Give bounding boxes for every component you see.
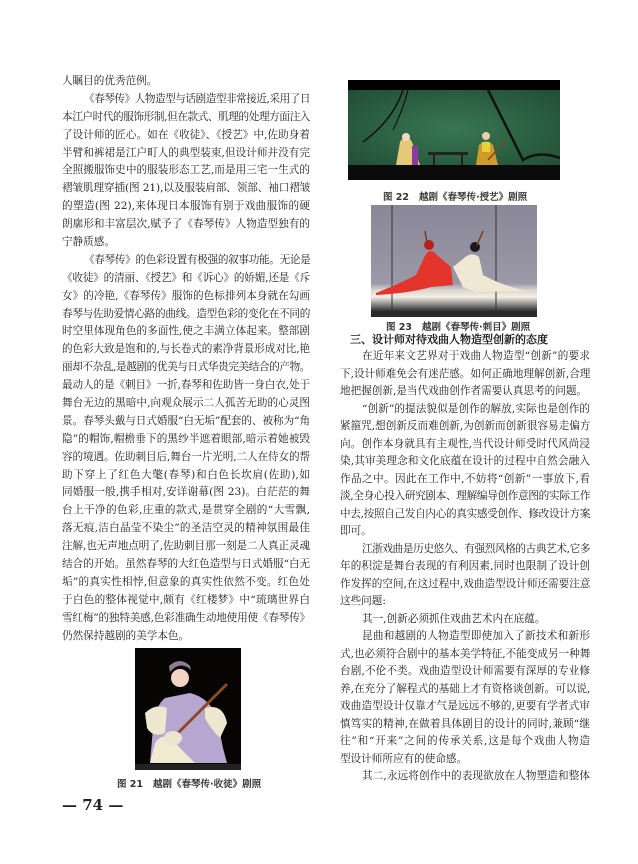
- figure-21-caption: [117, 776, 271, 790]
- text-line: 昆曲和越剧的人物造型即使加入了新技术和新形: [362, 630, 590, 642]
- text-line: 容的境遇。佐助刺目后,舞台一片光明,二人在侍女的帮: [62, 450, 310, 463]
- figure-22-photo: [348, 80, 560, 180]
- page-number: — 74 —: [62, 796, 124, 814]
- text-line: 紧箍咒,想创新反而难创新,为创新而创新很容易走偏方: [340, 420, 591, 432]
- section-heading: 三、设计师对待戏曲人物造型创新的态度: [350, 333, 548, 346]
- text-line: 即可。: [340, 525, 372, 537]
- text-line: 了设计师的匠心。如在《收徒》、《授艺》中,佐助身着: [62, 128, 310, 141]
- figure-21-number: 图 21: [117, 779, 144, 790]
- text-line: 结合的开始。虽然春琴的大红色造型与日式婚服“白无: [62, 558, 310, 571]
- text-line: 朗廓形和丰富层次,赋予了《春琴传》人物造型独有的: [62, 218, 310, 231]
- text-line: 台上干净的色彩,庄重的款式,是贯穿全剧的“大雪飘,: [62, 504, 310, 517]
- text-line: 作发挥的空间,在这过程中,戏曲造型设计师还需要注意: [340, 577, 591, 590]
- text-line: 丽却不杂乱,是越剧的优美与日式华贵完美结合的产物。: [62, 361, 310, 374]
- text-line: 型设计师所应有的使命感。: [340, 752, 468, 765]
- text-line: 其一,创新必须抓住戏曲艺术内在底蕴。: [362, 612, 546, 625]
- text-line: 的色彩大致是饱和的,与长卷式的素净背景形成对比,艳: [62, 343, 310, 356]
- text-line: 《春琴传》人物造型与话剧造型非常接近,采用了日: [84, 92, 310, 105]
- text-line: 半臂和裤裙是江户町人的典型装束,但设计师并没有完: [62, 146, 310, 159]
- text-line: 《春琴传》的色彩设置有极强的叙事功能。无论是: [84, 253, 311, 266]
- text-line: 褶皱肌理穿插(图 21),以及服装肩部、领部、袖口褶皱: [62, 182, 311, 195]
- paragraph: [62, 73, 310, 91]
- text-line: 向。创作本身就具有主观性,当代设计师受时代风尚浸: [340, 437, 590, 450]
- text-line: 的塑造(图 22),来体现日本服饰有别于戏曲服饰的硬: [62, 200, 310, 213]
- text-line: 助下穿上了红色大氅(春琴)和白色长坎肩(佐助),如: [62, 468, 310, 481]
- text-line: 江浙戏曲是历史悠久、有强烈风格的古典艺术,它多: [362, 542, 590, 555]
- paragraph: [62, 91, 310, 252]
- text-line: 于白色的整体视觉中,颇有《红楼梦》中“琉璃世界白: [62, 593, 310, 606]
- text-line: 时空里体现角色的多面性,使之丰满立体起来。整部剧: [62, 325, 310, 338]
- figure-23-photo: [371, 205, 537, 317]
- right-text-column: [340, 348, 590, 786]
- paragraph: [340, 611, 590, 629]
- text-line: 宁静质感。: [62, 236, 115, 249]
- text-line: 下,设计师难免会有迷茫感。如何正确地理解创新,合理: [340, 367, 591, 380]
- paragraph: [62, 252, 310, 646]
- text-line: 中去,按照自己发自内心的真实感受创作、修改设计方案: [340, 507, 591, 520]
- text-line: 慎笃实的精神,在做着具体剧目的设计的同时,兼顾“继: [340, 717, 590, 730]
- text-line: 女》的冷艳,《春琴传》服饰的色标排列本身就在勾画: [62, 289, 310, 302]
- text-line: 最动人的是《刺目》一折,春琴和佐助皆一身白衣,处于: [62, 379, 310, 392]
- text-line: 全照搬服饰史中的服装形态工艺,而是用三宅一生式的: [62, 164, 310, 177]
- paragraph: [340, 541, 590, 611]
- text-line: 年的积淀是舞台表现的有利因素,同时也限制了设计创: [340, 560, 590, 572]
- left-text-column: [62, 73, 310, 646]
- figure-23-number: 图 23: [386, 322, 413, 333]
- text-line: 在近年来文艺界对于戏曲人物造型“创新”的要求: [362, 350, 590, 362]
- text-line: 式,也必须符合剧中的基本美学特征,不能变成另一种舞: [340, 647, 591, 660]
- text-line: 《收徒》的清丽、《授艺》和《诉心》的娇媚,还是《斥: [62, 271, 310, 284]
- text-line: 景。春琴头戴与日式婚服“白无垢”配套的、被称为“角: [62, 414, 310, 427]
- text-line: 养,在充分了解程式的基础上才有资格谈创新。可以说,: [340, 682, 591, 695]
- text-line: 人瞩目的优秀范例。: [62, 75, 158, 87]
- text-line: “创新”的提法貌似是创作的解放,实际也是创作的: [362, 402, 590, 415]
- text-line: 注解,也无声地点明了,佐助刺目那一刻是二人真正灵魂: [62, 540, 310, 553]
- text-line: 其二,永远将创作中的表现欲放在人物塑造和整体: [362, 770, 590, 782]
- paragraph: [340, 628, 590, 768]
- text-line: 隐”的帽饰,帽檐垂下的黑纱半遮着眼部,暗示着她被毁: [62, 432, 310, 445]
- text-line: 染,其审美理念和文化底蕴在设计的过程中自然会融入: [340, 455, 590, 467]
- text-line: 春琴与佐助爱情心路的曲线。造型色彩的变化在不同的: [62, 307, 310, 320]
- text-line: 同婚服一般,携手相对,安详谢幕(图 23)。白茫茫的舞: [62, 486, 310, 499]
- paragraph: [340, 348, 590, 401]
- figure-21-title: 越剧《春琴传·收徒》剧照: [153, 779, 262, 790]
- paragraph: [340, 401, 590, 541]
- text-line: 仍然保持越剧的美学本色。: [62, 629, 190, 642]
- text-line: 淡,全身心投入研究剧本、理解编导创作意图的实际工作: [340, 490, 591, 502]
- text-line: 这些问题:: [340, 595, 386, 607]
- paragraph: [340, 768, 590, 786]
- figure-21-photo: [135, 648, 241, 770]
- text-line: 作品之中。因此在工作中,不妨将“创新”一事放下,看: [340, 472, 590, 485]
- text-line: 地把握创新,是当代戏曲创作者需要认真思考的问题。: [340, 385, 588, 397]
- figure-22-caption: [383, 189, 537, 203]
- text-line: 戏曲造型设计仅靠才气是远远不够的,更要有学者式审: [340, 700, 590, 712]
- text-line: 雪红梅”的独特美感,色彩准确生动地使用使《春琴传》: [62, 611, 310, 624]
- text-line: 落无痕,洁白晶莹不染尘”的圣洁空灵的精神氛围最佳: [62, 522, 310, 535]
- figure-22-title: 越剧《春琴传·授艺》剧照: [419, 192, 528, 203]
- text-line: 台剧,不伦不类。戏曲造型设计师需要有深厚的专业修: [340, 665, 590, 677]
- text-line: 往”和“开来”之间的传承关系,这是每个戏曲人物造: [340, 735, 590, 747]
- text-line: 本江户时代的服饰形制,但在款式、肌理的处理方面注入: [62, 110, 310, 123]
- text-line: 舞台无边的黑暗中,向观众展示二人孤苦无助的心灵图: [62, 397, 310, 410]
- text-line: 垢”的真实性相悖,但意象的真实性依然不变。红色处: [62, 575, 310, 588]
- figure-23-title: 越剧《春琴传·刺目》剧照: [422, 322, 531, 333]
- figure-22-number: 图 22: [383, 192, 410, 203]
